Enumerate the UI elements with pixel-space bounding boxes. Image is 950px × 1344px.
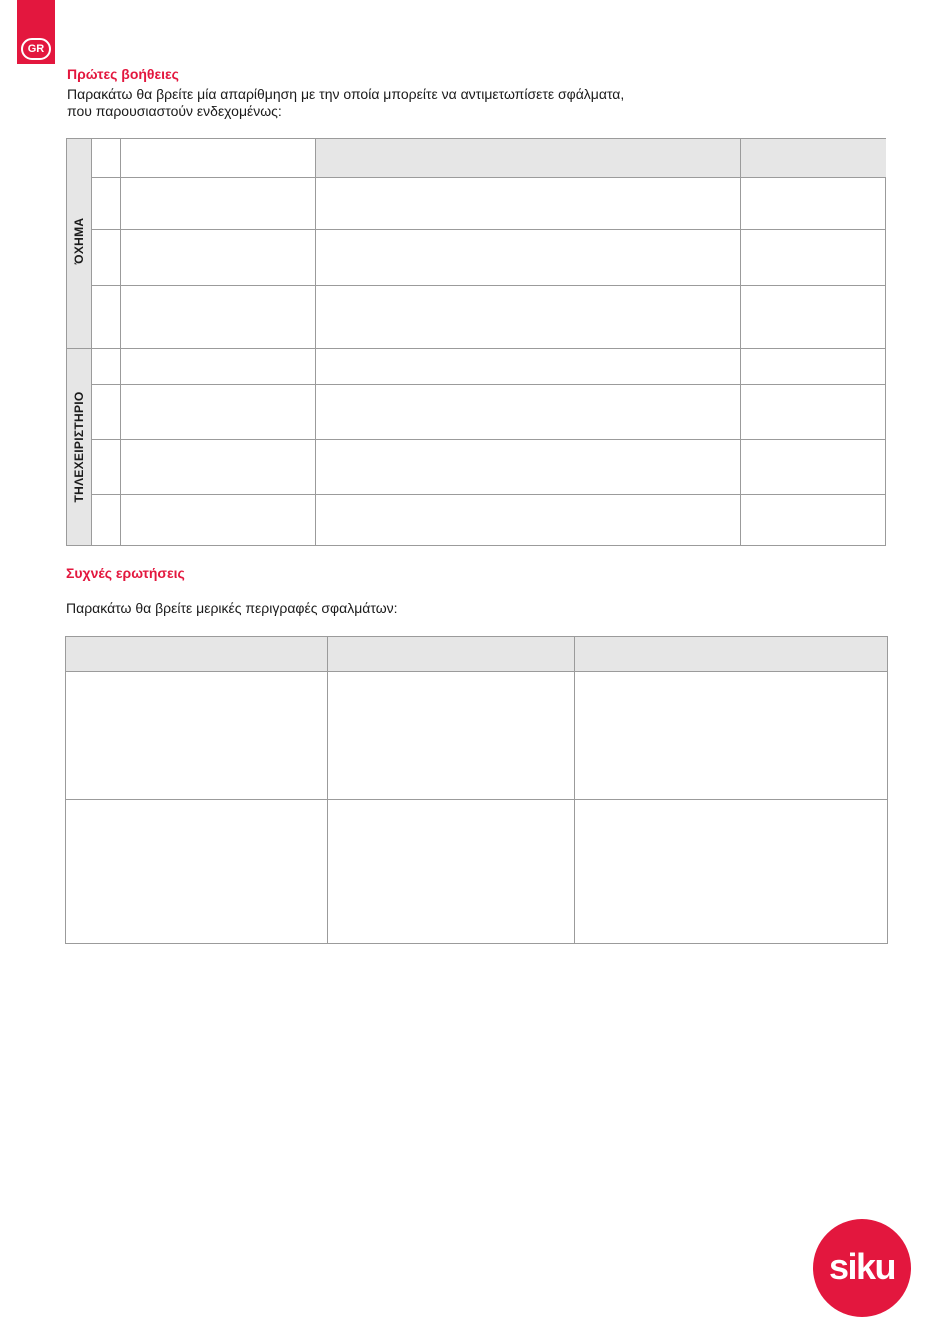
table-header-row [315,139,886,177]
first-aid-title: Πρώτες βοήθειες [67,66,179,82]
faq-table-header-row [66,637,887,671]
troubleshooting-table [66,138,886,546]
first-aid-intro-line1: Παρακάτω θα βρείτε μία απαρίθμηση με την οποία μπορείτε να αντιμετωπίσετε σφάλματα, [67,86,625,102]
siku-logo: siku [813,1219,911,1317]
group-label-remote-control: ΤΗΛΕΧΕΙΡΙΣΤΗΡΙΟ [72,391,86,503]
faq-description: Παρακάτω θα βρείτε μερικές περιγραφές σφαλμάτων: [66,600,398,616]
faq-title: Συχνές ερωτήσεις [66,565,185,581]
group-label-vehicle: ΌΧΗΜΑ [72,217,86,265]
first-aid-intro-line2: που παρουσιαστούν ενδεχομένως: [67,103,282,119]
faq-table [65,636,888,944]
first-aid-intro [67,86,767,120]
language-badge: GR [21,38,51,60]
